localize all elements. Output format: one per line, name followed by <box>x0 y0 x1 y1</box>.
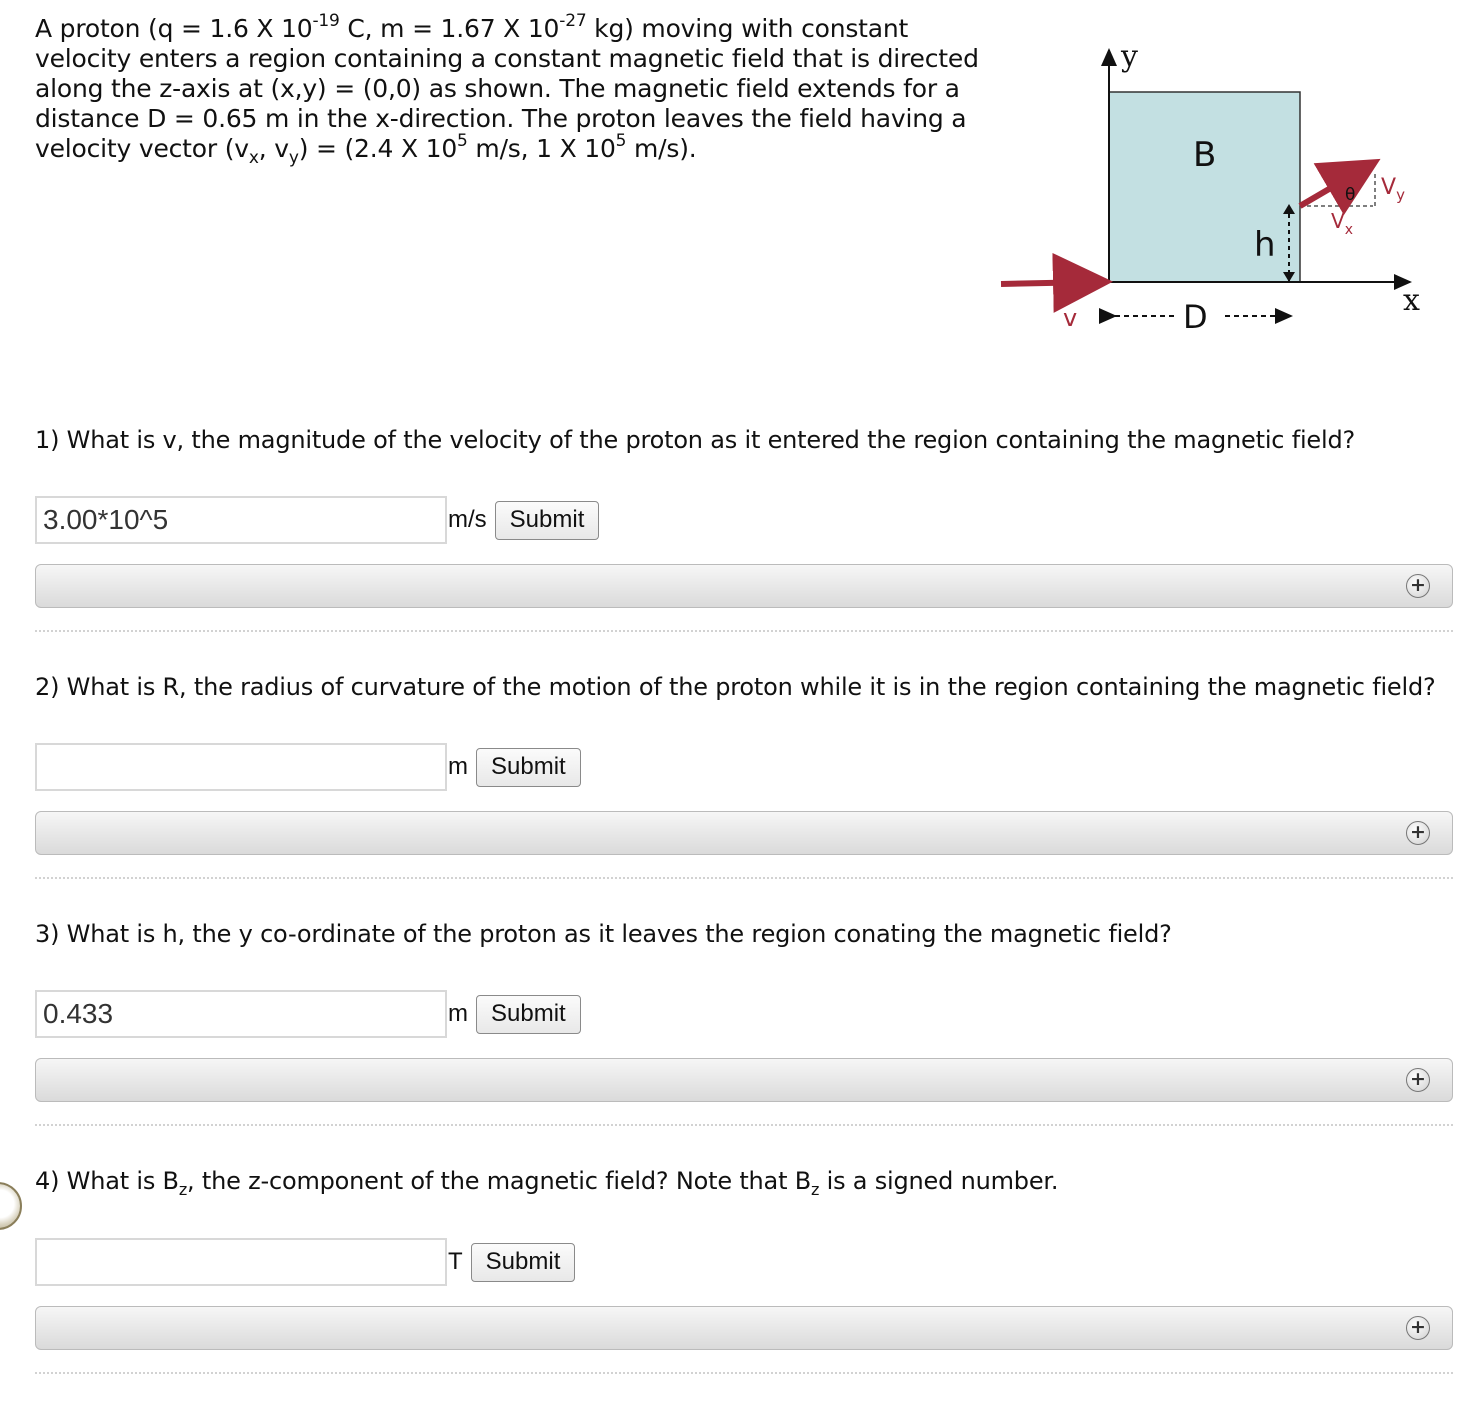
x-axis-label: x <box>1403 283 1420 318</box>
question-3-submit-button[interactable]: Submit <box>476 995 581 1034</box>
question-4-help-bar[interactable] <box>35 1306 1453 1350</box>
field-label: B <box>1193 135 1217 175</box>
problem-statement: A proton (q = 1.6 X $10^{-19}$ C, m = 1.67 X $10^{-27}$ kg) moving with constant velocity enters a region containing a constant magnetic field that is directed along the z-axis at (x,y) = (0,0) as shown. The magnetic field extends for a distance D = 0.65 m in the x-direction. The proton leaves the field having a velocity vector ($v_x$, $v_y) = (2.4$ X $10^5$ m/s, 1 X $10^5$ m/s). <box>35 10 979 168</box>
divider <box>35 1124 1453 1126</box>
clock-icon[interactable] <box>0 1182 22 1230</box>
distance-label: D <box>1183 298 1208 336</box>
question-3-answer-row <box>35 990 581 1038</box>
incoming-velocity-arrow <box>1001 282 1095 284</box>
question-3-input[interactable] <box>35 990 447 1038</box>
question-4-unit: T <box>448 1248 463 1275</box>
question-3-unit: m <box>448 1000 468 1027</box>
question-2-submit-button[interactable]: Submit <box>476 748 581 787</box>
vy-label: $V_y$ <box>1381 175 1405 204</box>
question-4-answer-row <box>35 1238 575 1286</box>
question-2-unit: m <box>448 753 468 780</box>
plus-circle-icon[interactable]: + <box>1406 1316 1430 1340</box>
question-4-submit-button[interactable]: Submit <box>471 1243 576 1282</box>
y-axis-label: y <box>1121 39 1138 74</box>
question-1-submit-button[interactable]: Submit <box>495 501 600 540</box>
question-1-unit: m/s <box>448 506 487 533</box>
theta-label: θ <box>1345 185 1356 205</box>
plus-circle-icon[interactable]: + <box>1406 1068 1430 1092</box>
question-4-input[interactable] <box>35 1238 447 1286</box>
divider <box>35 877 1453 879</box>
question-4-text: 4) What is $B_z$, the z-component of the magnetic field? Note that $B_z$ is a signed number. <box>35 1167 1059 1199</box>
question-3-help-bar[interactable] <box>35 1058 1453 1102</box>
question-1-text: 1) What is v, the magnitude of the velocity of the proton as it entered the region containing the magnetic field? <box>35 426 1356 454</box>
magnetic-field-diagram <box>995 36 1435 336</box>
vx-label: $V_x$ <box>1331 209 1353 238</box>
question-2-input[interactable] <box>35 743 447 791</box>
question-2-answer-row <box>35 743 581 791</box>
height-label: h <box>1254 225 1276 265</box>
divider <box>35 630 1453 632</box>
question-2-text: 2) What is R, the radius of curvature of the motion of the proton while it is in the region containing the magnetic field? <box>35 673 1436 701</box>
velocity-label: v <box>1063 304 1078 332</box>
question-2-help-bar[interactable] <box>35 811 1453 855</box>
plus-circle-icon[interactable]: + <box>1406 821 1430 845</box>
question-1-answer-row <box>35 496 599 544</box>
question-1-input[interactable] <box>35 496 447 544</box>
divider <box>35 1372 1453 1374</box>
plus-circle-icon[interactable]: + <box>1406 574 1430 598</box>
question-3-text: 3) What is h, the y co-ordinate of the proton as it leaves the region conating the magnetic field? <box>35 920 1172 948</box>
question-1-help-bar[interactable] <box>35 564 1453 608</box>
